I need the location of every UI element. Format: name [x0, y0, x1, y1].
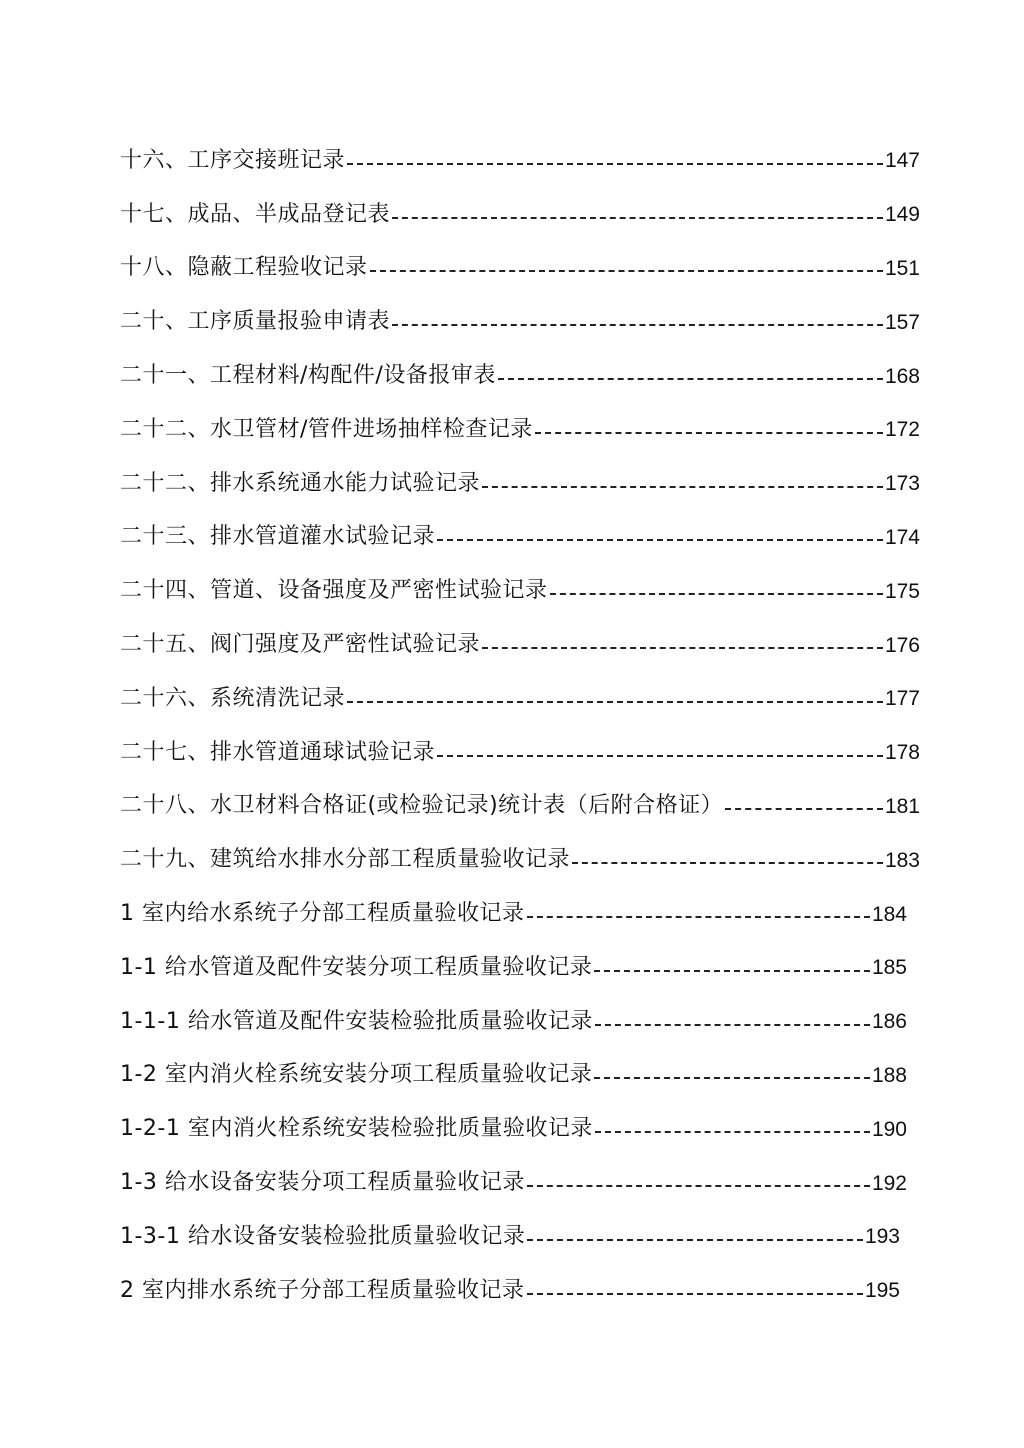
- toc-dot-leader: [550, 593, 883, 595]
- toc-entry[interactable]: [120, 564, 920, 618]
- toc-entry-title: 二十一、工程材料/构配件/设备报审表: [120, 363, 496, 389]
- toc-entry[interactable]: [120, 188, 920, 242]
- toc-entry-title: 二十六、系统清洗记录: [120, 685, 346, 711]
- toc-entry-title: 1-2-1 室内消火栓系统安装检验批质量验收记录: [120, 1116, 593, 1142]
- toc-dot-leader: [437, 755, 883, 757]
- toc-entry-title: 二十三、排水管道灌水试验记录: [120, 524, 436, 550]
- toc-entry-title: 二十二、水卫管材/管件进场抽样检查记录: [120, 416, 533, 442]
- toc-dot-leader: [527, 916, 870, 918]
- toc-entry-title: 二十四、管道、设备强度及严密性试验记录: [120, 578, 548, 604]
- toc-entry[interactable]: [120, 295, 920, 349]
- toc-page-number: 188: [871, 1063, 907, 1087]
- toc-page-number: 181: [884, 794, 920, 818]
- toc-page-number: 147: [884, 149, 920, 173]
- toc-page-number: 178: [884, 741, 920, 765]
- toc-page-number: 149: [884, 203, 920, 227]
- toc-dot-leader: [482, 486, 883, 488]
- toc-page-number: 174: [884, 525, 920, 549]
- toc-entry-title: 1-1 给水管道及配件安装分项工程质量验收记录: [120, 954, 593, 980]
- toc-entry-title: 十七、成品、半成品登记表: [120, 201, 391, 227]
- toc-entry[interactable]: [120, 457, 920, 511]
- toc-dot-leader: [482, 647, 883, 649]
- toc-page-number: 195: [864, 1279, 900, 1303]
- toc-dot-leader: [392, 217, 883, 219]
- toc-dot-leader: [527, 1293, 863, 1295]
- toc-entry[interactable]: [120, 1102, 907, 1156]
- toc-entry-title: 二十八、水卫材料合格证(或检验记录)统计表（后附合格证）: [120, 793, 724, 819]
- toc-entry[interactable]: [120, 995, 907, 1049]
- toc-page-number: 185: [871, 956, 907, 980]
- toc-entry[interactable]: [120, 833, 920, 887]
- toc-entry[interactable]: [120, 726, 920, 780]
- toc-entry[interactable]: [120, 1156, 907, 1210]
- toc-entry[interactable]: [120, 511, 920, 565]
- toc-page-number: 151: [884, 256, 920, 280]
- toc-entry-title: 十八、隐蔽工程验收记录: [120, 255, 368, 281]
- toc-entry-title: 2 室内排水系统子分部工程质量验收记录: [120, 1277, 525, 1303]
- toc-entry[interactable]: [120, 672, 920, 726]
- toc-dot-leader: [725, 808, 883, 810]
- toc-dot-leader: [347, 701, 883, 703]
- toc-entry-title: 1-1-1 给水管道及配件安装检验批质量验收记录: [120, 1008, 593, 1034]
- toc-entry[interactable]: [120, 134, 920, 188]
- toc-entry[interactable]: [120, 887, 907, 941]
- toc-entry[interactable]: [120, 1049, 907, 1103]
- toc-entry[interactable]: [120, 242, 920, 296]
- toc-page-number: 184: [871, 902, 907, 926]
- toc-page-number: 190: [871, 1117, 907, 1141]
- toc-dot-leader: [437, 539, 883, 541]
- toc-entry-title: 二十五、阀门强度及严密性试验记录: [120, 632, 481, 658]
- toc-entry-title: 1 室内给水系统子分部工程质量验收记录: [120, 901, 525, 927]
- toc-dot-leader: [347, 163, 883, 165]
- toc-entry-title: 1-3 给水设备安装分项工程质量验收记录: [120, 1170, 525, 1196]
- toc-entry-title: 二十七、排水管道通球试验记录: [120, 739, 436, 765]
- toc-page-number: 173: [884, 472, 920, 496]
- toc-dot-leader: [594, 1077, 870, 1079]
- toc-dot-leader: [527, 1239, 863, 1241]
- toc-entry-title: 十六、工序交接班记录: [120, 147, 346, 173]
- toc-entry-title: 二十二、排水系统通水能力试验记录: [120, 470, 481, 496]
- toc-page-number: 172: [884, 418, 920, 442]
- toc-page-number: 168: [884, 364, 920, 388]
- toc-entry-title: 二十九、建筑给水排水分部工程质量验收记录: [120, 847, 571, 873]
- toc-page-number: 157: [884, 310, 920, 334]
- toc-dot-leader: [370, 270, 883, 272]
- toc-page-number: 186: [871, 1010, 907, 1034]
- toc-dot-leader: [595, 1024, 870, 1026]
- toc-page-number: 176: [884, 633, 920, 657]
- toc-entry[interactable]: [120, 618, 920, 672]
- toc-entry[interactable]: [120, 403, 920, 457]
- toc-entry[interactable]: [120, 780, 920, 834]
- toc-entry[interactable]: [120, 1210, 900, 1264]
- toc-entry[interactable]: [120, 941, 907, 995]
- toc-entry-title: 二十、工序质量报验申请表: [120, 309, 391, 335]
- toc-dot-leader: [572, 862, 883, 864]
- toc-dot-leader: [392, 324, 883, 326]
- toc-entry-title: 1-2 室内消火栓系统安装分项工程质量验收记录: [120, 1062, 593, 1088]
- toc-dot-leader: [594, 970, 870, 972]
- toc-page-number: 183: [884, 848, 920, 872]
- toc-dot-leader: [595, 1131, 870, 1133]
- toc-page-number: 192: [871, 1171, 907, 1195]
- toc-page-number: 193: [864, 1225, 900, 1249]
- toc-dot-leader: [498, 378, 883, 380]
- toc-page-number: 177: [884, 687, 920, 711]
- table-of-contents: [120, 134, 920, 1318]
- toc-entry-title: 1-3-1 给水设备安装检验批质量验收记录: [120, 1223, 526, 1249]
- toc-dot-leader: [527, 1185, 870, 1187]
- toc-dot-leader: [535, 432, 883, 434]
- toc-page-number: 175: [884, 579, 920, 603]
- toc-entry[interactable]: [120, 1264, 900, 1318]
- toc-entry[interactable]: [120, 349, 920, 403]
